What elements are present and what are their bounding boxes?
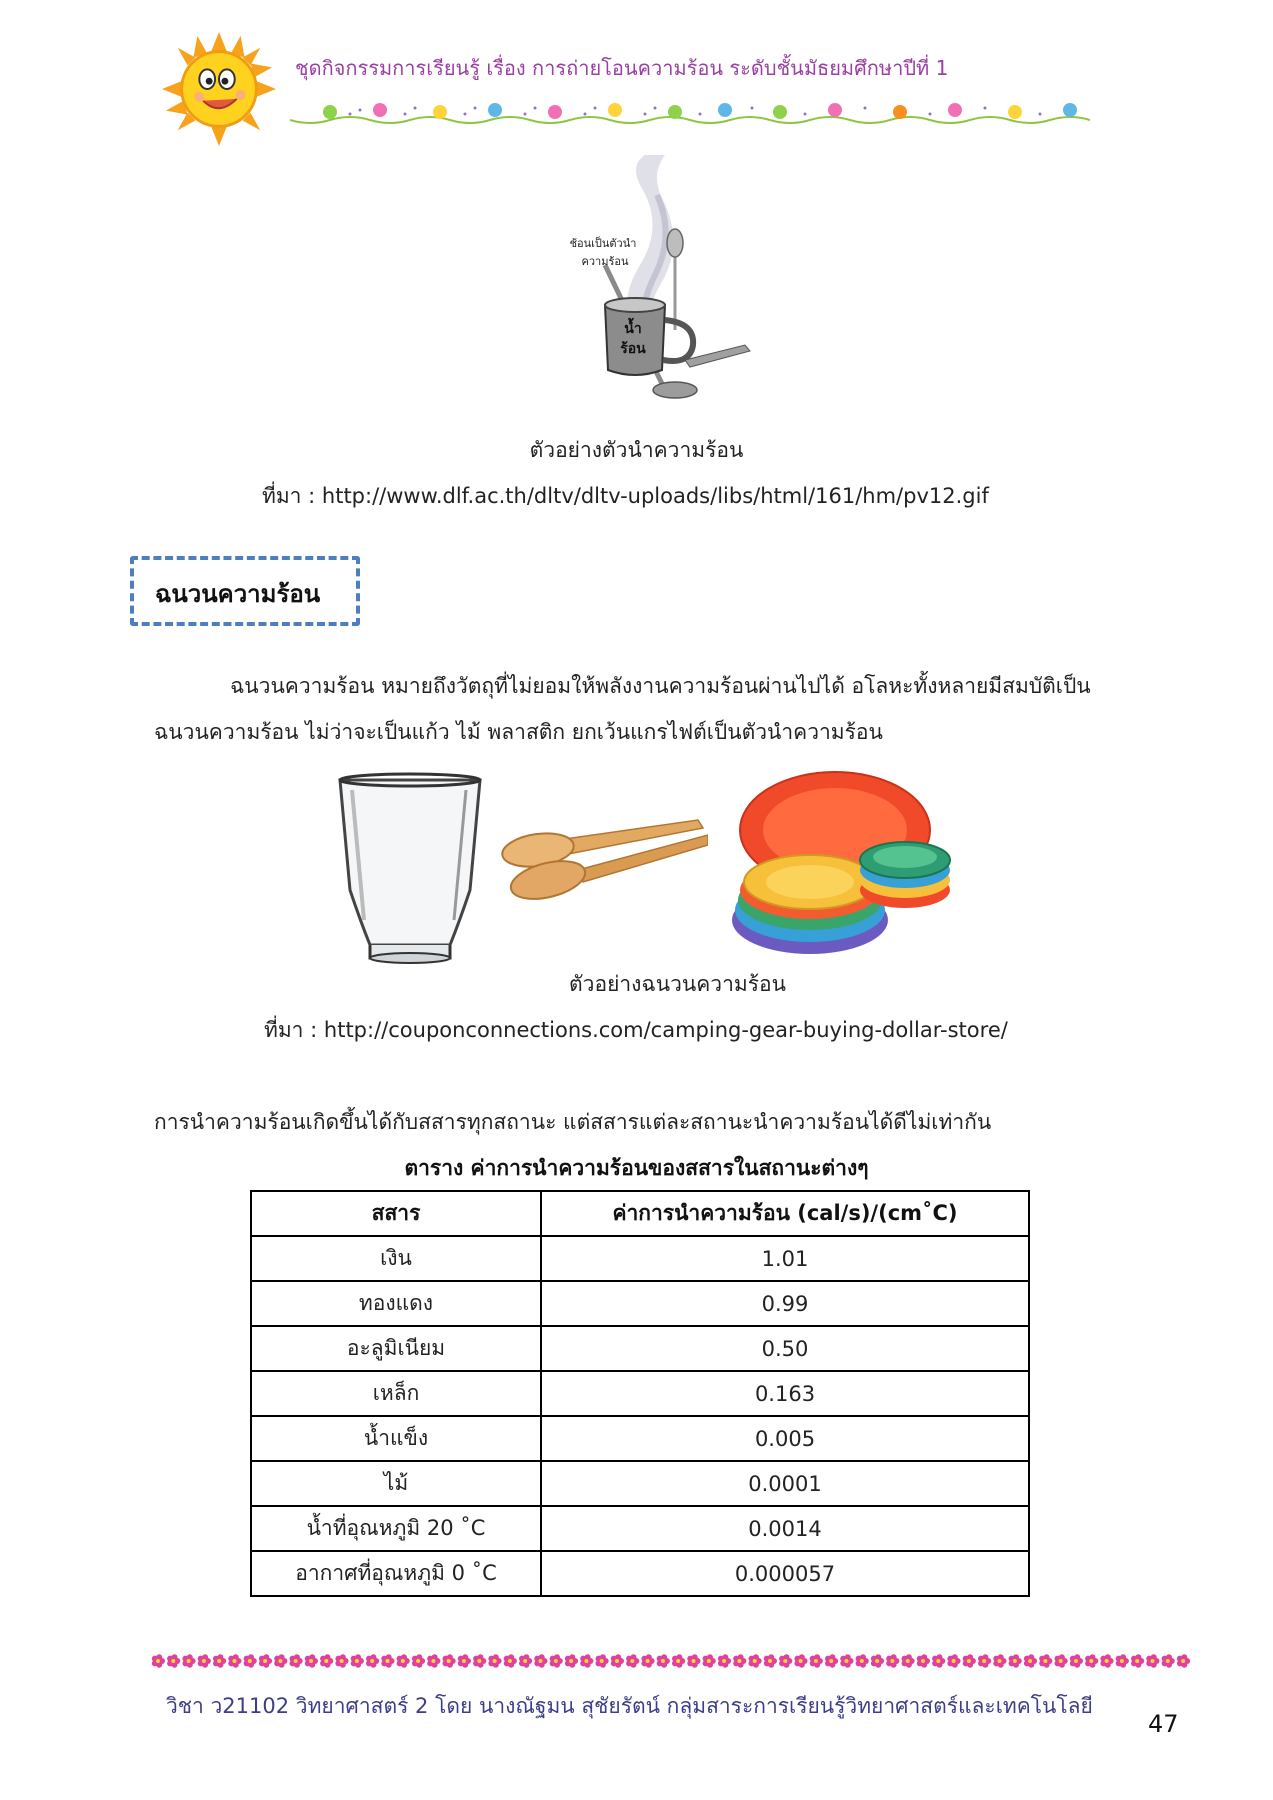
flower-icon [672,1654,685,1668]
table-cell-value: 0.000057 [541,1551,1029,1596]
flower-icon [947,1654,960,1668]
table-cell-value: 0.99 [541,1281,1029,1326]
flower-icon [412,1654,425,1668]
table-cell-value: 0.005 [541,1416,1029,1461]
flower-icon [1055,1654,1068,1668]
flower-icon [779,1654,792,1668]
drinking-glass-image [330,770,490,970]
flower-icon [611,1654,624,1668]
flower-icon [626,1654,639,1668]
table-cell-substance: เงิน [251,1236,541,1281]
table-cell-substance: น้ำแข็ง [251,1416,541,1461]
figure2-source: ที่มา : http://couponconnections.com/camping-gear-buying-dollar-store/ [264,1018,1008,1042]
sun-mascot-icon [160,30,278,148]
hot-water-mug-spoon-image [545,155,757,405]
flower-icon [335,1654,348,1668]
flower-icon [703,1654,716,1668]
paragraph-line-2: ฉนวนความร้อน ไม่ว่าจะเป็นแก้ว ไม้ พลาสติก ยกเว้นแกรไฟต์เป็นตัวนำความร้อน [154,720,883,744]
flower-icon [932,1654,945,1668]
flower-icon [534,1654,547,1668]
flower-icon [458,1654,471,1668]
footer-text: วิชา ว21102 วิทยาศาสตร์ 2 โดย นางณัฐมน สุชัยรัตน์ กลุ่มสาระการเรียนรู้วิทยาศาสตร์และเทคโนโลยี [166,1694,1093,1718]
figure1-source: ที่มา : http://www.dlf.ac.th/dltv/dltv-uploads/libs/html/161/hm/pv12.gif [262,484,989,508]
flower-icon [565,1654,578,1668]
mug-label-line1: น้ำ [624,321,642,337]
flower-icon [1116,1654,1129,1668]
section-title: ฉนวนความร้อน [155,580,321,608]
flower-icon [1009,1654,1022,1668]
flower-icon [320,1654,333,1668]
flower-icon [305,1654,318,1668]
table-header-conductivity: ค่าการนำความร้อน (cal/s)/(cm˚C) [541,1191,1029,1236]
flower-icon [917,1654,930,1668]
table-cell-substance: อะลูมิเนียม [251,1326,541,1371]
flower-icon [641,1654,654,1668]
table-row [251,1371,1029,1416]
flower-icon [244,1654,257,1668]
table-row [251,1506,1029,1551]
conductivity-table [250,1190,1030,1597]
figure1-caption: ตัวอย่างตัวนำความร้อน [529,438,744,462]
flower-icon [290,1654,303,1668]
flower-icon [764,1654,777,1668]
wooden-spoons-image [498,800,708,900]
intro-sentence: การนำความร้อนเกิดขึ้นได้กับสสารทุกสถานะ แต่สสารแต่ละสถานะนำความร้อนได้ดีไม่เท่ากัน [154,1110,992,1134]
flower-icon [902,1654,915,1668]
flower-icon [993,1654,1006,1668]
flower-icon [259,1654,272,1668]
flower-icon [228,1654,241,1668]
spoon-label-line2: ความร้อน [581,255,629,268]
decorative-beads-divider-icon [290,96,1090,130]
flower-icon [596,1654,609,1668]
table-cell-value: 1.01 [541,1236,1029,1281]
flower-icon [749,1654,762,1668]
flower-icon [1100,1654,1113,1668]
table-cell-value: 0.0014 [541,1506,1029,1551]
flower-icon [1039,1654,1052,1668]
spoon-label-line1: ช้อนเป็นตัวนำ [569,237,637,250]
table-cell-substance: ทองแดง [251,1281,541,1326]
table-cell-substance: น้ำที่อุณหภูมิ 20 ˚C [251,1506,541,1551]
table-cell-substance: อากาศที่อุณหภูมิ 0 ˚C [251,1551,541,1596]
mug-label-line2: ร้อน [620,341,646,357]
table-row [251,1416,1029,1461]
paragraph-line-1: ฉนวนความร้อน หมายถึงวัตถุที่ไม่ยอมให้พลังงานความร้อนผ่านไปได้ อโลหะทั้งหลายมีสมบัติเป็น [230,674,1091,698]
table-header-row [251,1191,1029,1236]
flower-icon [473,1654,486,1668]
flower-icon [182,1654,195,1668]
figure2-caption: ตัวอย่างฉนวนความร้อน [569,972,786,996]
page-number: 47 [1148,1710,1179,1738]
flower-icon [443,1654,456,1668]
table-row [251,1551,1029,1596]
flower-icon [794,1654,807,1668]
table-cell-value: 0.50 [541,1326,1029,1371]
flower-icon [488,1654,501,1668]
flower-icon [1131,1654,1144,1668]
flower-icon [978,1654,991,1668]
table-cell-substance: เหล็ก [251,1371,541,1416]
table-header-substance: สสาร [251,1191,541,1236]
flower-icon [504,1654,517,1668]
decorative-flower-border-icon [150,1648,1190,1674]
flower-icon [657,1654,670,1668]
flower-icon [1024,1654,1037,1668]
flower-icon [152,1654,165,1668]
flower-icon [213,1654,226,1668]
flower-icon [1085,1654,1098,1668]
flower-icon [580,1654,593,1668]
plastic-plates-image [725,760,955,960]
flower-icon [351,1654,364,1668]
flower-icon [427,1654,440,1668]
table-cell-value: 0.163 [541,1371,1029,1416]
flower-icon [840,1654,853,1668]
flower-icon [274,1654,287,1668]
flower-icon [519,1654,532,1668]
table-row [251,1461,1029,1506]
table-cell-substance: ไม้ [251,1461,541,1506]
flower-icon [871,1654,884,1668]
flower-icon [366,1654,379,1668]
flower-icon [733,1654,746,1668]
flower-icon [1070,1654,1083,1668]
flower-icon [856,1654,869,1668]
header-title: ชุดกิจกรรมการเรียนรู้ เรื่อง การถ่ายโอนความร้อน ระดับชั้นมัธยมศึกษาปีที่ 1 [295,56,949,80]
flower-icon [1146,1654,1159,1668]
flower-icon [687,1654,700,1668]
table-title: ตาราง ค่าการนำความร้อนของสสารในสถานะต่างๆ [404,1156,869,1180]
flower-icon [1162,1654,1175,1668]
flower-icon [550,1654,563,1668]
flower-icon [198,1654,211,1668]
flower-icon [718,1654,731,1668]
flower-icon [381,1654,394,1668]
flower-icon [810,1654,823,1668]
table-row [251,1236,1029,1281]
flower-icon [1177,1654,1190,1668]
flower-icon [825,1654,838,1668]
flower-icon [886,1654,899,1668]
flower-icon [963,1654,976,1668]
table-row [251,1326,1029,1371]
table-row [251,1281,1029,1326]
table-cell-value: 0.0001 [541,1461,1029,1506]
flower-icon [167,1654,180,1668]
flower-icon [397,1654,410,1668]
